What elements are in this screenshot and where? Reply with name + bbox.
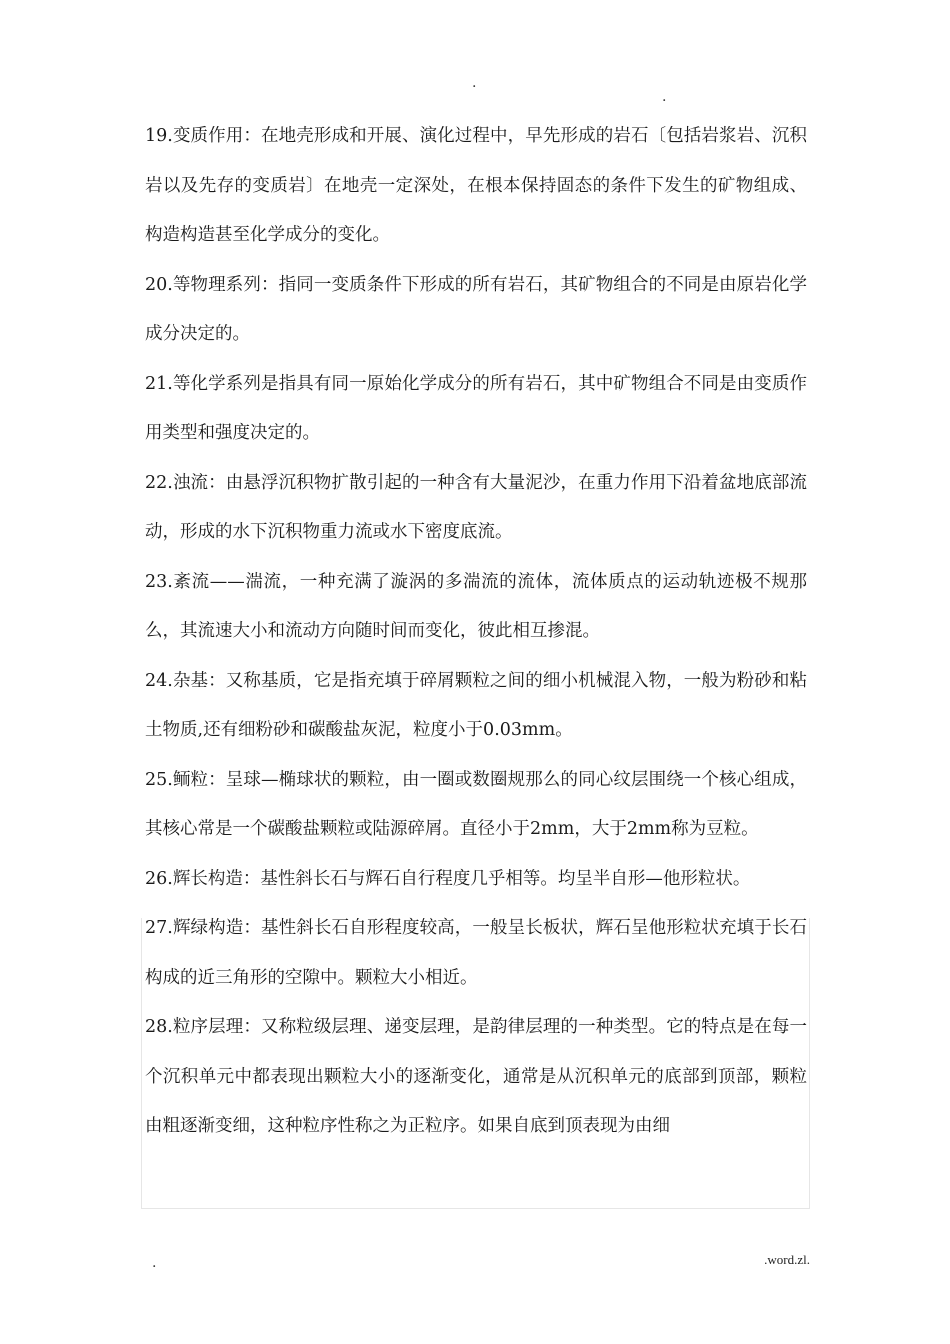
term-paragraph-27: 27.辉绿构造：基性斜长石自形程度较高，一般呈长板状，辉石呈他形粒状充填于长石构成的近三角形的空隙中。颗粒大小相近。 bbox=[145, 918, 807, 988]
term-paragraph-22: 22.浊流：由悬浮沉积物扩散引起的一种含有大量泥沙，在重力作用下沿着盆地底部流动，形成的水下沉积物重力流或水下密度底流。 bbox=[145, 472, 807, 542]
term-paragraph-28: 28.粒序层理：又称粒级层理、递变层理，是韵律层理的一种类型。它的特点是在每一个沉积单元中都表现出颗粒大小的逐渐变化，通常是从沉积单元的底部到顶部，颗粒由粗逐渐变细，这种粒序性称之为正粒序。如果自底到顶表现为由细 bbox=[145, 1017, 807, 1136]
term-paragraph-25: 25.鲕粒：呈球—椭球状的颗粒，由一圈或数圈规那么的同心纹层围绕一个核心组成，其核心常是一个碳酸盐颗粒或陆源碎屑。直径小于2mm，大于2mm称为豆粒。 bbox=[145, 769, 808, 839]
term-paragraph-19: 19.变质作用：在地壳形成和开展、演化过程中，早先形成的岩石〔包括岩浆岩、沉积岩以及先存的变质岩〕在地壳一定深处，在根本保持固态的条件下发生的矿物组成、构造构造甚至化学成分的变化。 bbox=[145, 126, 807, 245]
header-dot: . bbox=[472, 75, 477, 91]
document-body bbox=[145, 112, 807, 1152]
term-paragraph-26: 26.辉长构造：基性斜长石与辉石自行程度几乎相等。均呈半自形—他形粒状。 bbox=[145, 868, 751, 889]
term-paragraph-21: 21.等化学系列是指具有同一原始化学成分的所有岩石，其中矿物组合不同是由变质作用类型和强度决定的。 bbox=[145, 373, 807, 443]
term-paragraph-20: 20.等物理系列：指同一变质条件下形成的所有岩石，其矿物组合的不同是由原岩化学成分决定的。 bbox=[145, 274, 807, 344]
term-paragraph-24: 24.杂基：又称基质，它是指充填于碎屑颗粒之间的细小机械混入物，一般为粉砂和粘土物质,还有细粉砂和碳酸盐灰泥，粒度小于0.03mm。 bbox=[145, 670, 807, 740]
header-dot: . bbox=[662, 89, 667, 105]
term-paragraph-23: 23.紊流——湍流，一种充满了漩涡的多湍流的流体，流体质点的运动轨迹极不规那么，其流速大小和流动方向随时间而变化，彼此相互掺混。 bbox=[145, 571, 807, 641]
footer-text: .word.zl. bbox=[764, 1252, 810, 1267]
footer-dot: . bbox=[152, 1255, 157, 1271]
